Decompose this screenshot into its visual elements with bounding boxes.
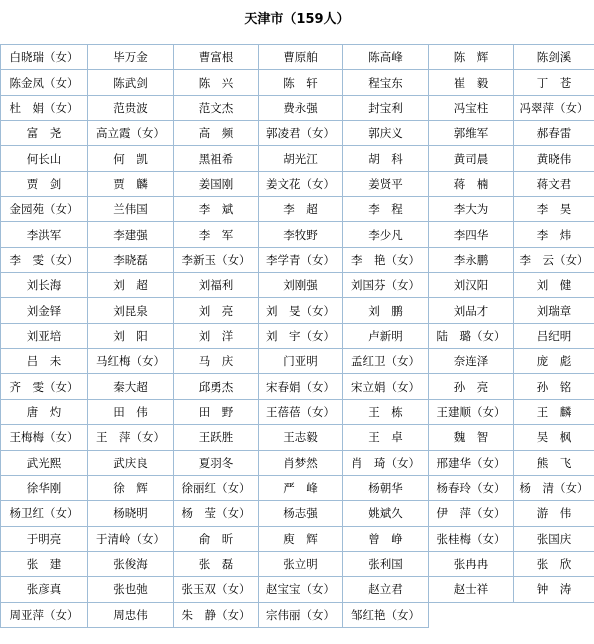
name-cell: 崔 毅 [429,70,514,95]
name-cell: 陈武剑 [88,70,174,95]
name-cell: 秦大超 [88,374,174,399]
name-cell: 郭庆义 [343,121,429,146]
name-cell: 李 昊 [514,197,594,222]
name-cell: 李 云（女） [514,247,594,272]
table-row [1,121,594,146]
name-cell: 张冉冉 [429,551,514,576]
name-cell: 兰伟国 [88,197,174,222]
name-cell: 刘国芬（女） [343,273,429,298]
name-cell: 刘 超 [88,273,174,298]
name-cell: 何长山 [1,146,88,171]
name-cell: 王建顺（女） [429,399,514,424]
name-cell: 于清岭（女） [88,526,174,551]
name-cell: 郝春雷 [514,121,594,146]
roster-body [1,45,594,628]
name-cell: 郭维军 [429,121,514,146]
name-cell: 李永鹏 [429,247,514,272]
name-cell: 费永强 [259,95,343,120]
name-cell: 张 欣 [514,551,594,576]
name-cell: 刘 洋 [174,323,259,348]
table-row [1,298,594,323]
name-cell: 张 磊 [174,551,259,576]
name-cell: 李新玉（女） [174,247,259,272]
name-cell: 高立霞（女） [88,121,174,146]
name-cell: 范贵波 [88,95,174,120]
name-cell: 王梅梅（女） [1,425,88,450]
name-cell: 富 尧 [1,121,88,146]
name-cell: 刘 阳 [88,323,174,348]
name-cell: 唐 灼 [1,399,88,424]
name-cell: 张国庆 [514,526,594,551]
name-cell: 田 野 [174,399,259,424]
name-cell: 刘 鹏 [343,298,429,323]
name-cell: 徐丽红（女） [174,475,259,500]
name-cell: 赵士祥 [429,577,514,602]
name-cell: 邹红艳（女） [343,602,429,627]
name-cell: 张桂梅（女） [429,526,514,551]
table-row [1,146,594,171]
name-cell: 王志毅 [259,425,343,450]
table-row [1,551,594,576]
name-cell: 赵宝宝（女） [259,577,343,602]
name-cell: 王 萍（女） [88,425,174,450]
name-cell: 杨春玲（女） [429,475,514,500]
table-row [1,425,594,450]
table-row [1,273,594,298]
name-cell: 俞 昕 [174,526,259,551]
name-cell: 肖梦然 [259,450,343,475]
name-cell: 李学青（女） [259,247,343,272]
name-cell: 刘昆泉 [88,298,174,323]
name-cell: 李 艳（女） [343,247,429,272]
name-cell: 郭凌君（女） [259,121,343,146]
name-cell: 庾 辉 [259,526,343,551]
name-cell: 姚斌久 [343,501,429,526]
name-cell: 奈连泽 [429,349,514,374]
name-cell: 卢新明 [343,323,429,348]
table-row [1,197,594,222]
name-cell: 刘刚强 [259,273,343,298]
name-cell: 丁 苍 [514,70,594,95]
table-row [1,475,594,500]
name-cell: 吕 未 [1,349,88,374]
name-cell: 杨卫红（女） [1,501,88,526]
name-cell: 李四华 [429,222,514,247]
name-cell: 黄司晨 [429,146,514,171]
name-cell: 陈 辉 [429,45,514,70]
name-cell: 伊 萍（女） [429,501,514,526]
name-cell: 张立明 [259,551,343,576]
table-row [1,222,594,247]
name-cell: 李 程 [343,197,429,222]
name-cell: 白晓瑞（女） [1,45,88,70]
name-cell: 田 伟 [88,399,174,424]
name-cell: 武光熙 [1,450,88,475]
table-row [1,501,594,526]
name-cell: 宋立娟（女） [343,374,429,399]
name-cell: 陈高峰 [343,45,429,70]
name-cell: 武庆良 [88,450,174,475]
name-cell [429,602,514,627]
table-row [1,374,594,399]
name-cell: 徐华刚 [1,475,88,500]
name-cell: 刘汉阳 [429,273,514,298]
name-cell: 魏 智 [429,425,514,450]
name-cell: 王跃胜 [174,425,259,450]
name-cell: 贾 麟 [88,171,174,196]
name-cell: 孟红卫（女） [343,349,429,374]
name-cell: 杨 莹（女） [174,501,259,526]
name-cell: 吕纪明 [514,323,594,348]
table-row [1,171,594,196]
name-cell: 姜国刚 [174,171,259,196]
table-row [1,95,594,120]
table-row [1,70,594,95]
name-cell: 朱 静（女） [174,602,259,627]
name-cell: 刘 健 [514,273,594,298]
name-cell: 贾 剑 [1,171,88,196]
name-cell: 冯宝柱 [429,95,514,120]
page-title: 天津市（159人） [244,12,350,27]
name-cell: 马红梅（女） [88,349,174,374]
name-cell: 高 频 [174,121,259,146]
name-cell: 姜文花（女） [259,171,343,196]
name-cell: 吴 枫 [514,425,594,450]
name-cell: 曾 峥 [343,526,429,551]
name-cell: 张玉双（女） [174,577,259,602]
name-cell: 李 超 [259,197,343,222]
name-cell: 杨朝华 [343,475,429,500]
table-row [1,450,594,475]
name-cell: 李少凡 [343,222,429,247]
name-cell: 刘 旻（女） [259,298,343,323]
name-cell: 陈 轩 [259,70,343,95]
name-cell: 赵立君 [343,577,429,602]
name-cell: 李牧野 [259,222,343,247]
name-cell: 胡 科 [343,146,429,171]
name-cell: 周亚萍（女） [1,602,88,627]
name-cell: 刘金铎 [1,298,88,323]
name-cell: 刘 宇（女） [259,323,343,348]
name-cell: 宗伟丽（女） [259,602,343,627]
name-cell: 封宝利 [343,95,429,120]
name-cell: 李建强 [88,222,174,247]
name-cell: 刘 亮 [174,298,259,323]
table-row [1,577,594,602]
name-cell: 杨 清（女） [514,475,594,500]
name-cell: 李 军 [174,222,259,247]
name-cell: 王 麟 [514,399,594,424]
name-cell: 马 庆 [174,349,259,374]
name-cell: 曹原舶 [259,45,343,70]
name-cell: 李 斌 [174,197,259,222]
name-cell: 齐 雯（女） [1,374,88,399]
name-cell: 徐 辉 [88,475,174,500]
name-cell: 熊 飞 [514,450,594,475]
name-cell: 王蓓蓓（女） [259,399,343,424]
name-cell: 胡光江 [259,146,343,171]
name-cell: 门亚明 [259,349,343,374]
name-cell: 庞 彪 [514,349,594,374]
name-cell: 杨志强 [259,501,343,526]
name-cell: 何 凯 [88,146,174,171]
name-cell: 黑祖希 [174,146,259,171]
name-cell: 夏羽冬 [174,450,259,475]
name-cell: 杨晓明 [88,501,174,526]
name-cell: 陆 璐（女） [429,323,514,348]
name-cell: 张也弛 [88,577,174,602]
name-cell: 邱勇杰 [174,374,259,399]
name-cell: 李 炜 [514,222,594,247]
name-cell: 张 建 [1,551,88,576]
table-row [1,323,594,348]
table-row [1,247,594,272]
name-cell: 孙 铭 [514,374,594,399]
table-row [1,399,594,424]
name-cell: 严 峰 [259,475,343,500]
name-cell: 宋春娟（女） [259,374,343,399]
name-cell: 李 雯（女） [1,247,88,272]
name-cell: 刘长海 [1,273,88,298]
name-cell: 刘品才 [429,298,514,323]
name-cell: 刘瑞章 [514,298,594,323]
name-cell: 毕万金 [88,45,174,70]
name-cell: 于明亮 [1,526,88,551]
name-cell: 王 栋 [343,399,429,424]
table-row [1,602,594,627]
name-cell: 张俊海 [88,551,174,576]
name-cell: 陈金凤（女） [1,70,88,95]
name-cell: 钟 涛 [514,577,594,602]
table-row [1,45,594,70]
name-cell: 陈剑溪 [514,45,594,70]
name-cell: 杜 娟（女） [1,95,88,120]
name-cell: 金园苑（女） [1,197,88,222]
name-cell: 黄晓伟 [514,146,594,171]
name-cell: 肖 琦（女） [343,450,429,475]
table-row [1,526,594,551]
name-roster-table [0,44,594,628]
name-cell: 冯翠萍（女） [514,95,594,120]
table-row [1,349,594,374]
name-cell: 周忠伟 [88,602,174,627]
name-cell: 游 伟 [514,501,594,526]
name-cell: 刘福利 [174,273,259,298]
name-cell: 李晓磊 [88,247,174,272]
name-cell: 蒋 楠 [429,171,514,196]
name-cell: 刘亚培 [1,323,88,348]
name-cell: 蒋文君 [514,171,594,196]
name-cell: 邢建华（女） [429,450,514,475]
name-cell: 曹富根 [174,45,259,70]
name-cell: 张利国 [343,551,429,576]
name-cell: 王 卓 [343,425,429,450]
name-cell: 姜贤平 [343,171,429,196]
name-cell: 李洪军 [1,222,88,247]
name-cell: 陈 兴 [174,70,259,95]
name-cell: 范文杰 [174,95,259,120]
name-cell: 程宝东 [343,70,429,95]
name-cell: 张彦真 [1,577,88,602]
name-cell: 孙 亮 [429,374,514,399]
name-cell: 李大为 [429,197,514,222]
